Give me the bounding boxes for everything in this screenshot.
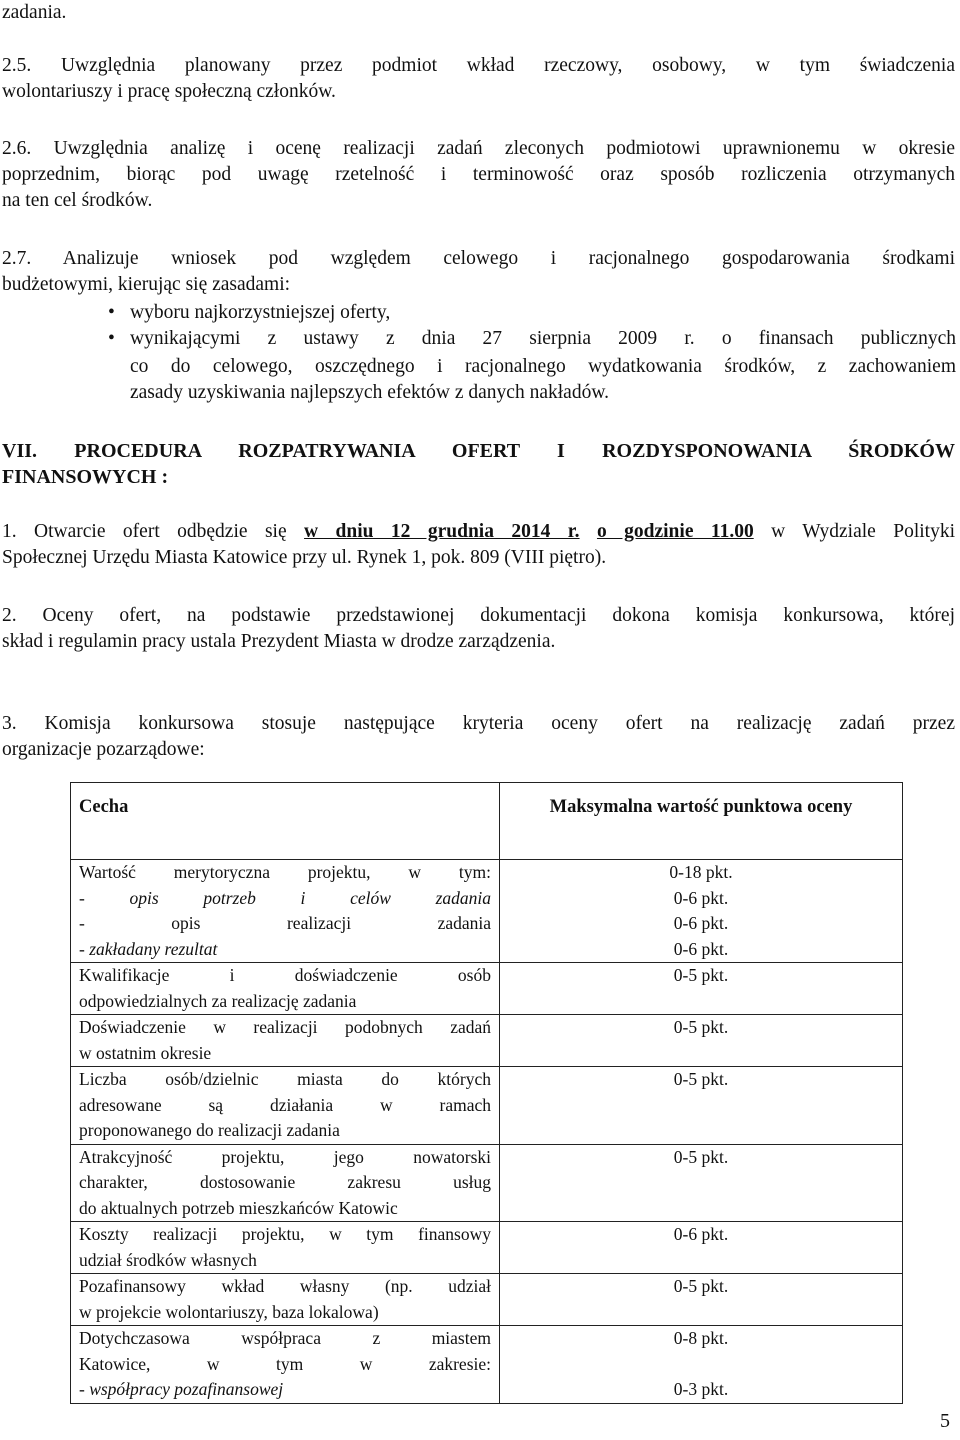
bullet-continuation <box>130 354 956 406</box>
table-row <box>71 1015 903 1067</box>
criterion-cell <box>71 1144 500 1222</box>
paragraph-line: zasady uzyskiwania najlepszych efektów z danych nakładów. <box>130 382 610 403</box>
heading-line: VII. PROCEDURA ROZPATRYWANIA OFERT I ROZDYSPONOWANIA ŚRODKÓW <box>2 440 955 462</box>
opening-date: w dniu 12 grudnia 2014 r. <box>304 521 580 542</box>
paragraph-line: wolontariuszy i pracę społeczną członków. <box>2 81 336 102</box>
criterion-cell <box>71 1222 500 1274</box>
item-1-line <box>2 519 955 545</box>
points-cell <box>500 1326 903 1404</box>
table-row <box>71 1326 903 1404</box>
points-line: 0-6 pkt. <box>673 938 729 959</box>
criterion-line: do aktualnych potrzeb mieszkańców Katowic <box>79 1197 398 1218</box>
opening-time: o godzinie 11.00 <box>596 521 754 542</box>
criterion-line: Liczba osób/dzielnic miasta do których <box>79 1069 491 1089</box>
item-2 <box>2 603 955 655</box>
points-cell <box>500 1274 903 1326</box>
criterion-line: - opis potrzeb i celów zadania <box>79 887 491 908</box>
criterion-line: Katowice, w tym w zakresie: <box>79 1353 491 1374</box>
table-row <box>71 1274 903 1326</box>
criterion-line: charakter, dostosowanie zakresu usług <box>79 1172 491 1192</box>
fragment-text: zadania. <box>2 2 67 23</box>
heading-line: FINANSOWYCH : <box>2 466 169 488</box>
paragraph-line: co do celowego, oszczędnego i racjonalnego wydatkowania środków, z zachowaniem <box>130 356 956 377</box>
criterion-line: Koszty realizacji projektu, w tym finansowy <box>79 1224 491 1244</box>
item-1-pre: 1. Otwarcie ofert odbędzie się <box>2 521 305 542</box>
criterion-line: w projekcie wolontariuszy, baza lokalowa) <box>79 1301 379 1322</box>
criterion-line: proponowanego do realizacji zadania <box>79 1120 340 1140</box>
points-line: 0-5 pkt. <box>673 965 729 985</box>
points-line: 0-5 pkt. <box>673 1276 729 1296</box>
points-line: 0-8 pkt. <box>673 1328 729 1348</box>
page-number: 5 <box>940 1410 950 1432</box>
criterion-line: udział środków własnych <box>79 1249 257 1270</box>
section-heading-vii <box>2 438 955 490</box>
criterion-cell <box>71 860 500 963</box>
criterion-line: Kwalifikacje i doświadczenie osób <box>79 965 491 985</box>
points-line: 0-3 pkt. <box>673 1379 729 1399</box>
table-row <box>71 963 903 1015</box>
paragraph-2-7 <box>2 246 955 298</box>
paragraph-line: budżetowymi, kierując się zasadami: <box>2 274 291 295</box>
points-cell <box>500 1222 903 1274</box>
criterion-line: odpowiedzialnych za realizację zadania <box>79 990 357 1011</box>
points-line: 0-6 pkt. <box>673 887 729 908</box>
paragraph-2-5 <box>2 53 955 105</box>
points-line: 0-6 pkt. <box>673 913 729 933</box>
points-cell <box>500 1144 903 1222</box>
table-row <box>71 860 903 963</box>
paragraph-line: poprzednim, biorąc pod uwagę rzetelność i terminowość oraz sposób rozliczenia otrzymanych <box>2 164 955 185</box>
points-cell <box>500 860 903 963</box>
paragraph-line: na ten cel środków. <box>2 190 153 211</box>
points-line: 0-5 pkt. <box>673 1146 729 1167</box>
criterion-cell <box>71 1274 500 1326</box>
points-line <box>508 1352 894 1378</box>
criteria-table <box>70 782 903 1404</box>
header-feature: Cecha <box>71 783 500 860</box>
criterion-line: Doświadczenie w realizacji podobnych zadań <box>79 1017 491 1037</box>
paragraph-line: 2.6. Uwzględnia analizę i ocenę realizacji zadań zleconych podmiotowi uprawnionemu w okresie <box>2 138 955 159</box>
principles-list <box>130 300 956 352</box>
table-row <box>71 1067 903 1145</box>
criterion-line: Dotychczasowa współpraca z miastem <box>79 1328 491 1348</box>
paragraph-2-6 <box>2 136 955 214</box>
paragraph-line: 2. Oceny ofert, na podstawie przedstawionej dokumentacji dokona komisja konkursowa, której <box>2 605 955 626</box>
item-1 <box>2 519 955 571</box>
criteria-body <box>71 860 903 1404</box>
points-line: 0-5 pkt. <box>673 1069 729 1089</box>
paragraph-line: 3. Komisja konkursowa stosuje następujące kryteria oceny ofert na realizację zadań przez <box>2 713 955 734</box>
item-3 <box>2 711 955 763</box>
criterion-line: Pozafinansowy wkład własny (np. udział <box>79 1276 491 1296</box>
points-line: 0-5 pkt. <box>673 1017 729 1037</box>
paragraph-line: 2.7. Analizuje wniosek pod względem celowego i racjonalnego gospodarowania środkami <box>2 248 955 269</box>
space <box>580 521 597 542</box>
criterion-line: adresowane są działania w ramach <box>79 1094 491 1115</box>
table-header-row <box>71 783 903 860</box>
criterion-line: w ostatnim okresie <box>79 1042 212 1063</box>
paragraph-line: skład i regulamin pracy ustala Prezydent Miasta w drodze zarządzenia. <box>2 631 556 652</box>
criterion-line: - opis realizacji zadania <box>79 913 491 933</box>
points-cell <box>500 1015 903 1067</box>
item-1-post: w Wydziale Polityki <box>753 521 955 542</box>
points-cell <box>500 1067 903 1145</box>
table-row <box>71 1222 903 1274</box>
criterion-cell <box>71 1067 500 1145</box>
criterion-cell <box>71 1326 500 1404</box>
criterion-line: Atrakcyjność projektu, jego nowatorski <box>79 1146 491 1167</box>
points-cell <box>500 963 903 1015</box>
paragraph-line: 2.5. Uwzględnia planowany przez podmiot wkład rzeczowy, osobowy, w tym świadczenia <box>2 55 955 76</box>
paragraph-line: Społecznej Urzędu Miasta Katowice przy ul. Rynek 1, pok. 809 (VIII piętro). <box>2 547 607 568</box>
header-points: Maksymalna wartość punktowa oceny <box>500 783 903 860</box>
bullet-item: • wynikającymi z ustawy z dnia 27 sierpnia 2009 r. o finansach publicznych <box>130 326 956 352</box>
criterion-line: - zakładany rezultat <box>79 938 218 959</box>
criterion-line: Wartość merytoryczna projektu, w tym: <box>79 862 491 882</box>
table-row <box>71 1144 903 1222</box>
points-line: 0-18 pkt. <box>669 862 733 882</box>
paragraph-line: organizacje pozarządowe: <box>2 739 205 760</box>
criterion-line: - współpracy pozafinansowej <box>79 1379 284 1399</box>
bullet-item: • wyboru najkorzystniejszej oferty, <box>130 300 956 326</box>
points-line: 0-6 pkt. <box>673 1224 729 1244</box>
criterion-cell <box>71 1015 500 1067</box>
criterion-cell <box>71 963 500 1015</box>
